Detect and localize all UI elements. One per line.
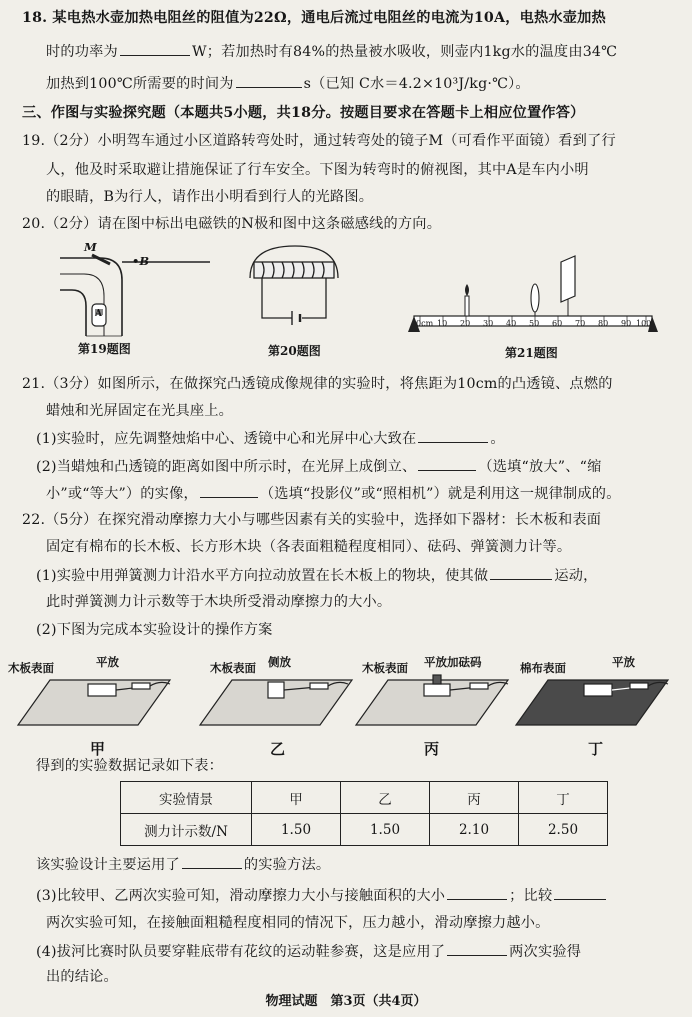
setup-ding-name: 丁 [588,740,604,758]
q22-line6: 得到的实验数据记录如下表： [36,758,224,774]
setup-jia-name: 甲 [90,740,106,758]
q22-line11: 出的结论。 [46,969,118,985]
q22-line1: 22.（5分）在探究滑动摩擦力大小与哪些因素有关的实验中，选择如下器材：长木板和表面 [22,512,602,528]
q22-text: (3)比较甲、乙两次实验可知，滑动摩擦力大小与接触面积的大小 [36,888,446,904]
setup-yi-mode: 侧放 [268,655,291,669]
q21-text: 。 [490,431,505,447]
setup-yi-surface: 木板表面 [210,661,256,675]
ruler-unit: 0cm [416,319,434,328]
fig20-electromagnet [250,246,338,325]
answer-blank[interactable] [554,885,606,900]
setup-yi-name: 乙 [270,740,286,758]
answer-blank[interactable] [418,428,488,443]
answer-blank[interactable] [490,565,552,580]
q21-text: (2)当蜡烛和凸透镜的距离如图中所示时，在光屏上成倒立、 [36,459,417,475]
setup-bing-surface: 木板表面 [362,661,408,675]
answer-blank[interactable] [200,483,258,498]
q22-line9: 两次实验可知，在接触面粗糙程度相同的情况下，压力越小，滑动摩擦力越小。 [46,915,550,931]
setup-bing [356,675,508,725]
ruler-tick-label: 70 [575,319,586,328]
q22-line7 [36,854,674,875]
ruler-tick-label: 50 [529,319,540,328]
setup-ding-surface: 棉布表面 [520,661,566,675]
table-row [121,782,608,814]
fig19-caption: 第19题图 [78,342,131,356]
ruler-tick-label: 20 [460,319,471,328]
answer-blank[interactable] [182,854,242,869]
q21-line5 [46,483,674,504]
ruler-tick-label: 90 [621,319,632,328]
q21-text: (1)实验时，应先调整烛焰中心、透镜中心和光屏中心大致在 [36,431,417,447]
label-eye: A [95,309,102,319]
setup-bing-mode: 平放加砝码 [424,655,482,669]
q18-text: 加热到100℃所需要的时间为 [46,76,234,92]
q22-text: 运动， [554,568,598,584]
data-table [120,781,608,846]
q18-line1: 18. 某电热水壶加热电阻丝的阻值为22Ω，通电后流过电阻丝的电流为10A，电热水壶加热 [22,10,606,26]
setup-yi [200,680,352,725]
candle-icon [465,284,469,316]
q22-line2: 固定有棉布的长木板、长方形木块（各表面粗糙程度相同）、砝码、弹簧测力计等。 [46,539,572,555]
table-row-label: 测力计示数/N [121,814,252,846]
setup-bing-name: 丙 [424,740,440,758]
table-row [121,814,608,846]
q19-line2: 人，他及时采取避让措施保证了行车安全。下图为转弯时的俯视图，其中A是车内小明 [46,162,589,178]
q21-text: 小”或“等大”）的实像， [46,486,198,502]
ruler-tick-label: 100 [636,319,652,328]
label-mirror: M [84,240,97,254]
q22-line3 [36,565,674,586]
setup-jia-mode: 平放 [96,655,119,669]
q22-text: (4)拔河比赛时队员要穿鞋底带有花纹的运动鞋参赛，这是应用了 [36,944,446,960]
setup-ding-mode: 平放 [612,655,635,669]
q22-text: 的实验方法。 [243,857,331,873]
q22-text: 该实验设计主要运用了 [36,857,180,873]
ruler-tick-label: 10 [437,319,448,328]
q21-line3 [36,428,674,449]
ruler-tick-label: 40 [506,319,517,328]
q19-line1: 19.（2分）小明驾车通过小区道路转弯处时，通过转弯处的镜子M（可看作平面镜）看到了行 [22,133,616,149]
q18-text: s（已知 C水＝4.2×10³J/kg·℃）。 [303,76,530,92]
q20-line1: 20.（2分）请在图中标出电磁铁的N极和图中这条磁感线的方向。 [22,216,442,232]
answer-blank[interactable] [447,941,507,956]
q22-text: ；比较 [509,888,553,904]
table-header-cell: 丙 [430,782,519,814]
q18-text: 时的功率为 [46,44,118,60]
q21-line4 [36,456,674,477]
screen-icon [561,256,575,316]
answer-blank[interactable] [418,456,476,471]
section-heading: 三、作图与实验探究题（本题共5小题，共18分。按题目要求在答题卡上相应位置作答） [22,105,585,121]
q22-line8 [36,885,674,906]
q22-line4: 此时弹簧测力计示数等于木块所受滑动摩擦力的大小。 [46,594,392,610]
table-cell: 1.50 [341,814,430,846]
q21-text: （选填“放大”、“缩 [478,459,602,475]
ruler-tick-label: 60 [552,319,563,328]
q21-line2: 蜡烛和光屏固定在光具座上。 [46,403,234,419]
setup-jia-surface: 木板表面 [8,661,54,675]
q22-line10 [36,941,674,962]
q22-text: 两次实验得 [509,944,582,960]
table-cell: 2.10 [430,814,519,846]
q22-text: (1)实验中用弹簧测力计沿水平方向拉动放置在长木板上的物块，使其做 [36,568,489,584]
table-cell: 1.50 [252,814,341,846]
table-header-cell: 实验情景 [121,782,252,814]
ruler-tick-label: 80 [598,319,609,328]
table-cell: 2.50 [519,814,608,846]
table-header-cell: 甲 [252,782,341,814]
table-header-cell: 乙 [341,782,430,814]
q21-line1: 21.（3分）如图所示，在做探究凸透镜成像规律的实验时，将焦距为10cm的凸透镜、点燃的 [22,376,613,392]
q19-line3: 的眼睛，B为行人，请作出小明看到行人的光路图。 [46,189,374,205]
setup-jia [18,680,170,725]
fig21-caption: 第21题图 [505,346,558,360]
answer-blank[interactable] [447,885,507,900]
ruler-tick-label: 30 [483,319,494,328]
lens-icon [531,284,539,316]
setup-ding [516,680,668,725]
table-header-cell: 丁 [519,782,608,814]
page-footer: 物理试题 第3页（共4页） [265,994,427,1009]
q22-line5: (2)下图为完成本实验设计的操作方案 [36,622,273,638]
label-pedestrian: •B [132,254,150,268]
q21-text: （选填“投影仪”或“照相机”）就是利用这一规律制成的。 [259,486,621,502]
fig20-caption: 第20题图 [268,344,321,358]
q18-text: W；若加热时有84%的热量被水吸收，则壶内1kg水的温度由34℃ [191,44,618,60]
